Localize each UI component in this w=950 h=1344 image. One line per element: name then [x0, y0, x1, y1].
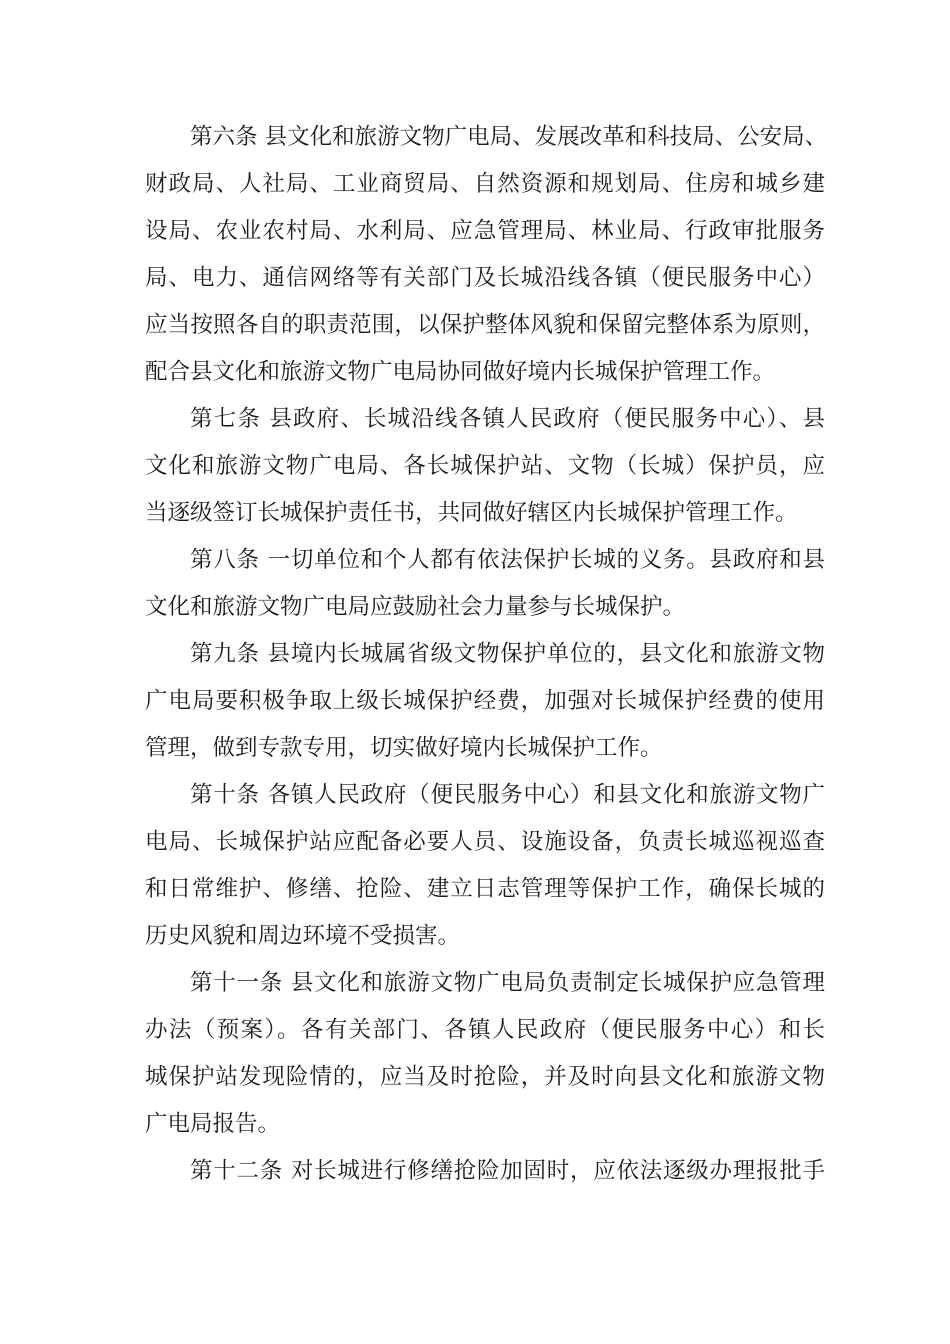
- article-line: 广电局要积极争取上级长城保护经费，加强对长城保护经费的使用: [145, 688, 825, 714]
- article-11: [145, 960, 825, 1148]
- article-6: [145, 114, 828, 396]
- article-line: 管理，做到专款专用，切实做好境内长城保护工作。: [145, 735, 663, 761]
- article-line: 第十二条 对长城进行修缮抢险加固时，应依法逐级办理报批手: [190, 1158, 825, 1184]
- article-line: 配合县文化和旅游文物广电局协同做好境内长城保护管理工作。: [145, 359, 776, 385]
- article-line: 第十条 各镇人民政府（便民服务中心）和县文化和旅游文物广: [190, 782, 825, 808]
- article-line: 设局、农业农村局、水利局、应急管理局、林业局、行政审批服务: [145, 218, 825, 244]
- article-line: 第六条 县文化和旅游文物广电局、发展改革和科技局、公安局、: [190, 124, 828, 150]
- article-line: 文化和旅游文物广电局应鼓励社会力量参与长城保护。: [145, 594, 686, 620]
- article-line: 文化和旅游文物广电局、各长城保护站、文物（长城）保护员，应: [145, 453, 825, 479]
- article-line: 局、电力、通信网络等有关部门及长城沿线各镇（便民服务中心）: [145, 265, 825, 291]
- article-line: 和日常维护、修缮、抢险、建立日志管理等保护工作，确保长城的: [145, 876, 825, 902]
- article-line: 广电局报告。: [145, 1111, 281, 1137]
- article-line: 城保护站发现险情的，应当及时抢险，并及时向县文化和旅游文物: [145, 1064, 825, 1090]
- article-line: 历史风貌和周边环境不受损害。: [145, 923, 461, 949]
- article-line: 财政局、人社局、工业商贸局、自然资源和规划局、住房和城乡建: [145, 171, 825, 197]
- article-line: 第八条 一切单位和个人都有依法保护长城的义务。县政府和县: [190, 547, 825, 573]
- article-12: [145, 1148, 825, 1195]
- article-8: [145, 537, 825, 631]
- article-7: [145, 396, 825, 537]
- article-10: [145, 772, 825, 960]
- article-line: 应当按照各自的职责范围，以保护整体风貌和保留完整体系为原则，: [145, 312, 825, 338]
- article-line: 办法（预案）。各有关部门、各镇人民政府（便民服务中心）和长: [145, 1017, 825, 1043]
- article-line: 电局、长城保护站应配备必要人员、设施设备，负责长城巡视巡查: [145, 829, 825, 855]
- article-9: [145, 631, 825, 772]
- article-line: 第九条 县境内长城属省级文物保护单位的，县文化和旅游文物: [190, 641, 825, 667]
- article-line: 第七条 县政府、长城沿线各镇人民政府（便民服务中心）、县: [190, 406, 825, 432]
- article-line: 第十一条 县文化和旅游文物广电局负责制定长城保护应急管理: [190, 970, 825, 996]
- article-line: 当逐级签订长城保护责任书，共同做好辖区内长城保护管理工作。: [145, 500, 798, 526]
